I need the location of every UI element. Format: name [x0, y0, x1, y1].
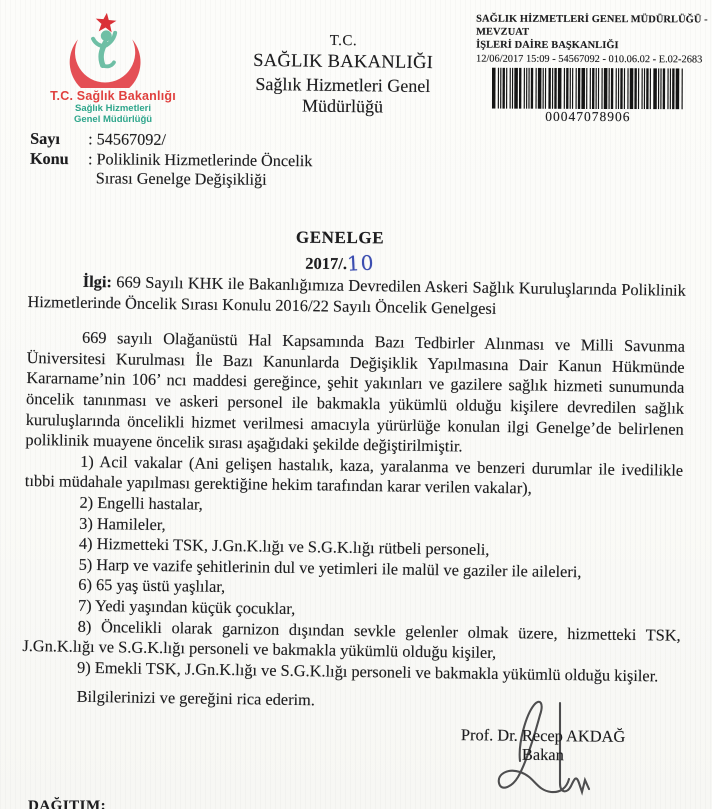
sayi-row: [30, 130, 313, 152]
ilgi-text: 669 Sayılı KHK ile Bakanlığımıza Devredilen Askeri Sağlık Kuruluşlarında Poliklinik Hizmetlerinde Öncelik Sırası Konulu 2016/22 Sayılı Öncelik Genelgesi: [27, 272, 686, 318]
barcode-image: [492, 68, 684, 110]
logo-wordmark-subtitle2: Genel Müdürlüğü: [73, 114, 153, 125]
signatory-block: [448, 725, 638, 765]
letterhead-directorate: Sağlık Hizmetleri Genel Müdürlüğü: [255, 73, 431, 117]
priority-item-3: 3) Hamileler,: [79, 513, 166, 534]
genelge-year: 2017/.: [305, 253, 348, 274]
handwritten-number: 10: [346, 250, 376, 276]
body-paragraph: 669 sayılı Olağanüstü Hal Kapsamında Bazı Tedbirler Alınması ve Milli Savunma Üniversitesi Kurulması İle Bazı Kanunlarda Değişiklik Yapılmasına Dair Kanun Hükmünde Kararname’nin 106’ ncı maddesi gereğince, şehit yakınları ve gazilere sağlık hizmeti sunumunda öncelik tanınması ve askeri personel ile bakmakla yükümlü olduğu kişilere devredilen sağlık kuruluşlarında öncelikli hizmet verilmesi amacıyla yürürlüğe konulan ilgi Genelge’de belirlenen poliklinik muayene öncelik sırası aşağıdaki şekilde değiştirilmiştir.: [25, 327, 686, 456]
priority-item-8: 8) Öncelikli olarak garnizon dışından sevkle gelenler olmak üzere, hizmetteki TSK, J.Gn.K.lığı ve S.G.K.lığı personeli ve bakmakla yükümlü olduğu kişiler,: [22, 616, 681, 663]
star-icon: [96, 13, 117, 33]
ministry-logo: [28, 12, 198, 125]
document-meta: [30, 130, 313, 191]
letterhead-ministry: SAĞLIK BAKANLIĞI: [253, 50, 434, 74]
priority-item-7: 7) Yedi yaşından küçük çocuklar,: [77, 595, 296, 618]
ilgi-paragraph: [27, 271, 686, 322]
ministry-logo-graphic: [52, 12, 170, 88]
konu-row: [30, 149, 313, 190]
figure-icon: [93, 30, 115, 66]
sayi-value: : 54567092/: [88, 130, 167, 149]
priority-item-2: 2) Engelli hastalar,: [79, 492, 203, 514]
barcode-block: [476, 13, 708, 126]
konu-value-line2: Sırası Genelge Değişikliği: [95, 169, 267, 189]
priority-item-6: 6) 65 yaş üstü yaşlılar,: [78, 575, 226, 597]
barcode-org-line1: SAĞLIK HİZMETLERİ GENEL MÜDÜRLÜĞÜ - MEVZUAT: [476, 13, 708, 38]
barcode-meta-line: 12/06/2017 15:09 - 54567092 - 010.06.02 - E.02-2683: [476, 53, 703, 66]
konu-label: Konu: [29, 149, 69, 168]
signatory-name: Prof. Dr. Recep AKDAĞ: [460, 725, 626, 746]
genelge-title: GENELGE: [295, 227, 385, 248]
priority-item-5: 5) Harp ve vazife şehitlerinin dul ve yetimleri ile malül ve gaziler ile aileleri,: [78, 554, 582, 581]
dagitim-footer: DAĞITIM:: [28, 798, 107, 809]
barcode-org-line2: İŞLERİ DAİRE BAŞKANLIĞI: [476, 39, 619, 52]
priority-item-4: 4) Hizmetteki TSK, J.Gn.K.lığı ve S.G.K.lığı rütbeli personeli,: [78, 533, 490, 560]
konu-value: [88, 150, 313, 191]
closing-line: Bilgilerinizi ve gereğini rica ederim.: [76, 687, 316, 710]
letterhead-center: [222, 32, 463, 119]
letterhead-tc: T.C.: [329, 32, 358, 50]
priority-item-9: 9) Emekli TSK, J.Gn.K.lığı ve S.G.K.lığı personeli ve bakmakla yükümlü olduğu kişiler.: [76, 657, 659, 686]
genelge-heading: [0, 226, 680, 277]
letter-body: [22, 271, 686, 717]
barcode-number: 00047078906: [545, 108, 631, 125]
konu-value-line1: : Poliklinik Hizmetlerinde Öncelik: [87, 149, 313, 170]
priority-item-1: 1) Acil vakalar (Ani gelişen hastalık, kaza, yaralanma ve benzeri durumlar ile ivedilikle tıbbi müdahale yapılması gerektiğine hekim tarafından karar verilen vakalar),: [24, 451, 684, 498]
logo-wordmark-title: T.C. Sağlık Bakanlığı: [50, 89, 176, 103]
logo-wordmark-subtitle1: Sağlık Hizmetleri: [74, 103, 152, 114]
signatory-title: Bakan: [521, 744, 564, 765]
ilgi-label: İlgi:: [82, 271, 113, 292]
sayi-label: Sayı: [30, 129, 60, 149]
